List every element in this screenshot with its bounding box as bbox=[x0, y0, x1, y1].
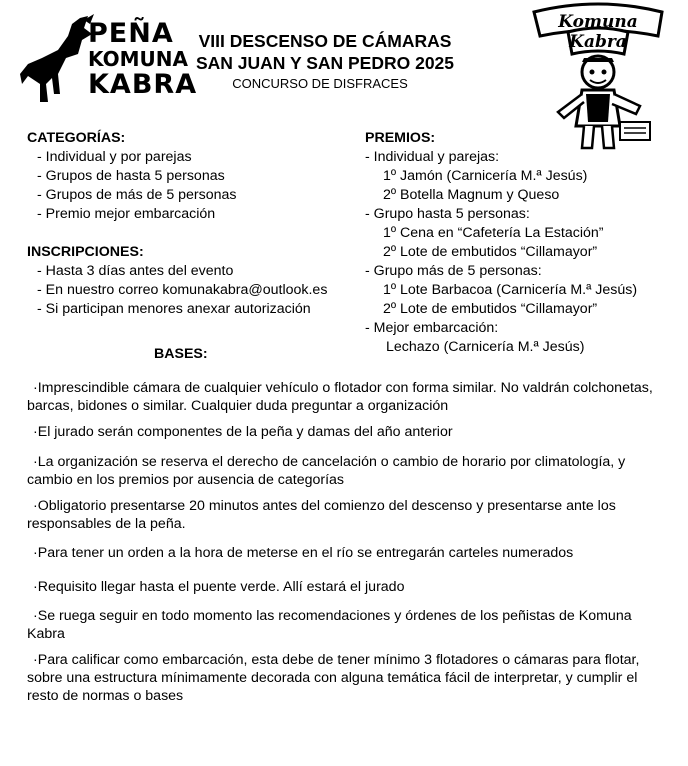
base-rule: ·Para calificar como embarcación, esta debe de tener mínimo 3 flotadores o cámaras para flotar, sobre una estructura mínimamente decorada con alguna temática fácil de interpretar, y cumplir el resto de normas o bases bbox=[27, 652, 640, 704]
goat-icon bbox=[18, 14, 96, 110]
premio-category: - Grupo hasta 5 personas: bbox=[365, 206, 530, 222]
premio-item: 2º Lote de embutidos “Cillamayor” bbox=[383, 244, 598, 260]
categoria-item: - Grupos de más de 5 personas bbox=[37, 187, 237, 203]
event-subtitle: CONCURSO DE DISFRACES bbox=[232, 76, 408, 91]
inscripciones-section bbox=[27, 243, 327, 319]
mascot-logo-text: Komuna Kabra bbox=[558, 12, 638, 52]
categorias-heading: CATEGORÍAS: bbox=[27, 130, 126, 146]
categoria-item: - Premio mejor embarcación bbox=[37, 206, 216, 222]
categorias-section bbox=[27, 129, 237, 224]
base-rule: ·Para tener un orden a la hora de meterse en el río se entregarán carteles numerados bbox=[33, 545, 574, 561]
base-rule: ·Requisito llegar hasta el puente verde. Allí estará el jurado bbox=[33, 579, 405, 595]
premio-item: 2º Lote de embutidos “Cillamayor” bbox=[383, 301, 598, 317]
premio-category: - Individual y parejas: bbox=[365, 149, 500, 165]
event-title-line1: VIII DESCENSO DE CÁMARAS bbox=[198, 31, 452, 51]
premio-item: Lechazo (Carnicería M.ª Jesús) bbox=[386, 339, 585, 355]
base-rule: ·Obligatorio presentarse 20 minutos antes del comienzo del descenso y presentarse ante los responsables de la peña. bbox=[27, 498, 616, 532]
premio-item: 1º Cena en “Cafetería La Estación” bbox=[383, 225, 604, 241]
inscripcion-item: - Hasta 3 días antes del evento bbox=[37, 263, 234, 279]
categoria-item: - Grupos de hasta 5 personas bbox=[37, 168, 225, 184]
base-rule: ·El jurado serán componentes de la peña y damas del año anterior bbox=[33, 424, 453, 440]
premios-section bbox=[365, 129, 637, 357]
base-rule: ·La organización se reserva el derecho de cancelación o cambio de horario por climatología, y cambio en los premios por ausencia de categorías bbox=[27, 454, 626, 488]
pena-komuna-kabra-logo bbox=[18, 14, 198, 110]
inscripcion-item: - En nuestro correo komunakabra@outlook.es bbox=[37, 282, 328, 298]
logo-word-komuna: KOMUNA bbox=[88, 47, 188, 71]
base-rule: ·Se ruega seguir en todo momento las recomendaciones y órdenes de los peñistas de Komuna Kabra bbox=[27, 608, 632, 642]
logo-word-kabra: KABRA bbox=[88, 69, 198, 100]
premios-heading: PREMIOS: bbox=[365, 130, 436, 146]
premio-item: 1º Lote Barbacoa (Carnicería M.ª Jesús) bbox=[383, 282, 638, 298]
base-rule: ·Imprescindible cámara de cualquier vehículo o flotador con forma similar. No valdrán colchonetas, barcas, bidones o similar. Cualquier duda preguntar a organización bbox=[27, 380, 653, 414]
premio-category: - Mejor embarcación: bbox=[365, 320, 499, 336]
inscripciones-heading: INSCRIPCIONES: bbox=[27, 244, 144, 260]
categoria-item: - Individual y por parejas bbox=[37, 149, 192, 165]
premio-category: - Grupo más de 5 personas: bbox=[365, 263, 542, 279]
premio-item: 2º Botella Magnum y Queso bbox=[383, 187, 560, 203]
event-title-line2: SAN JUAN Y SAN PEDRO 2025 bbox=[195, 53, 455, 73]
inscripcion-item: - Si participan menores anexar autorización bbox=[37, 301, 311, 317]
premio-item: 1º Jamón (Carnicería M.ª Jesús) bbox=[383, 168, 588, 184]
bases-heading: BASES: bbox=[154, 346, 208, 362]
logo-word-pena: PEÑA bbox=[88, 18, 174, 49]
